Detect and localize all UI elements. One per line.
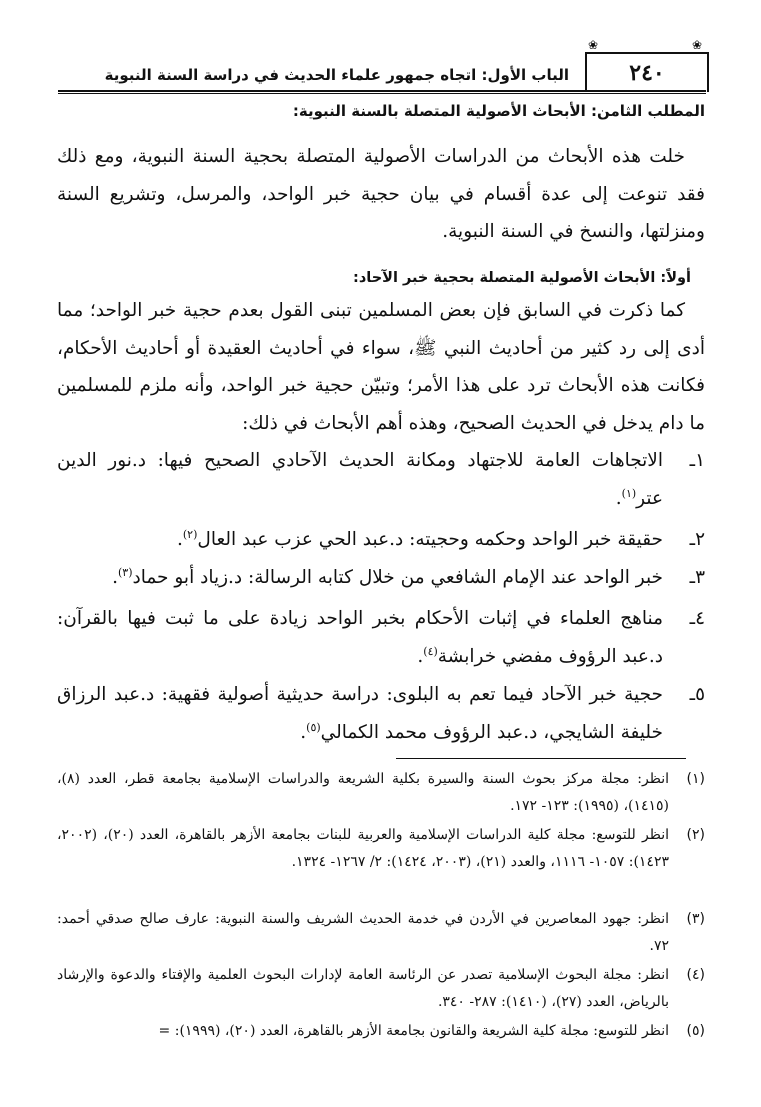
footnote-ref: (١) [621,486,637,500]
footnote-number: (٣) [686,911,705,927]
item-number: ٣ـ [689,567,705,588]
footnote-text: انظر للتوسع: مجلة كلية الشريعة والقانون بجامعة الأزهر بالقاهرة، العدد (٢٠)، (١٩٩٩): = [158,1023,669,1039]
item-text: حجية خبر الآحاد فيما تعم به البلوى: دراسة حديثية أصولية فقهية: د.عبد الرزاق خليفة الشايجي، د.عبد الرؤوف محمد الكمالي [57,684,663,743]
footnote-number: (٥) [686,1023,705,1039]
footnote-text: انظر: مجلة البحوث الإسلامية تصدر عن الرئاسة العامة لإدارات البحوث العلمية والإفتاء والدعوة والإرشاد بالرياض، العدد (٢٧)، (١٤١٠): ٢٨٧- ٣٤٠. [57,967,669,1010]
item-number: ٥ـ [689,684,705,705]
footnote-number: (٢) [686,827,705,843]
ornament-icon: ❀ [588,38,599,52]
item-end: . [300,721,307,743]
footnote-text: انظر للتوسع: مجلة كلية الدراسات الإسلامية والعربية للبنات بجامعة الأزهر بالقاهرة، العدد (٢٠)، (٢٠٠٢، ١٤٢٣): ١٠٥٧- ١١١٦، والعدد (٢١)، (٢٠٠٣، ١٤٢٤): ٢/ ١٢٦٧- ١٣٢٤. [57,827,669,870]
item-end: . [112,567,118,588]
footnote-ref: (٤) [423,644,438,658]
item-end: . [615,487,622,509]
item-text: مناهج العلماء في إثبات الأحكام بخبر الواحد زيادة على ما ثبت فيها بالقرآن: د.عبد الرؤوف مفضي خرابشة [57,608,663,667]
item-end: . [417,645,424,667]
intro-paragraph: خلت هذه الأبحاث من الدراسات الأصولية المتصلة بحجية السنة النبوية، ومع ذلك فقد تنوعت إلى عدة أقسام في بيان حجية خبر الواحد، والمرسل، وتشريع السنة ومنزلتها، والنسخ في السنة النبوية. [57,146,705,242]
section-title: المطلب الثامن: الأبحاث الأصولية المتصلة بالسنة النبوية: [292,102,705,120]
footnote-ref: (٣) [117,565,133,579]
item-number: ٤ـ [689,608,705,629]
subsection-title: أولاً: الأبحاث الأصولية المتصلة بحجية خبر الآحاد: [353,270,691,286]
item-number: ٢ـ [689,529,705,550]
footnote-separator [396,758,686,759]
footnote-ref: (٢) [182,527,198,541]
header-rule [58,93,706,94]
page-number-box [585,52,709,92]
chapter-title: الباب الأول: اتجاه جمهور علماء الحديث في دراسة السنة النبوية [104,66,569,84]
footnote-number: (١) [686,771,705,787]
footnote-ref: (٥) [306,720,321,734]
header-rule [58,90,706,92]
page-number: ٢٤٠ [629,60,665,86]
item-end: . [176,529,183,550]
item-text: خبر الواحد عند الإمام الشافعي من خلال كتابه الرسالة: د.زياد أبو حماد [132,567,663,588]
ornament-icon: ❀ [692,38,703,52]
body-paragraph: كما ذكرت في السابق فإن بعض المسلمين تبنى القول بعدم حجية خبر الواحد؛ مما أدى إلى رد كثير من أحاديث النبي ﷺ، سواء في أحاديث العقيدة أو أحاديث الأحكام، فكانت هذه الأبحاث ترد على هذا الأمر؛ وتبيّن حجية خبر الواحد، وأنه ملزم للمسلمين ما دام يدخل في الحديث الصحيح، وهذه أهم الأبحاث في ذلك: [57,300,705,434]
item-number: ١ـ [689,450,705,471]
footnote-text: انظر: مجلة مركز بحوث السنة والسيرة بكلية الشريعة والدراسات الإسلامية بجامعة قطر، العدد (٨)، (١٤١٥)، (١٩٩٥): ١٢٣- ١٧٢. [57,771,669,814]
footnote-text: انظر: جهود المعاصرين في الأردن في خدمة الحديث الشريف والسنة النبوية: عارف صالح صدقي أحمد: ٧٢. [57,911,669,954]
footnote-number: (٤) [686,967,705,983]
item-text: حقيقة خبر الواحد وحكمه وحجيته: د.عبد الحي عزب عبد العال [197,529,663,550]
item-text: الاتجاهات العامة للاجتهاد ومكانة الحديث الآحادي الصحيح فيها: د.نور الدين عتر [57,450,663,509]
